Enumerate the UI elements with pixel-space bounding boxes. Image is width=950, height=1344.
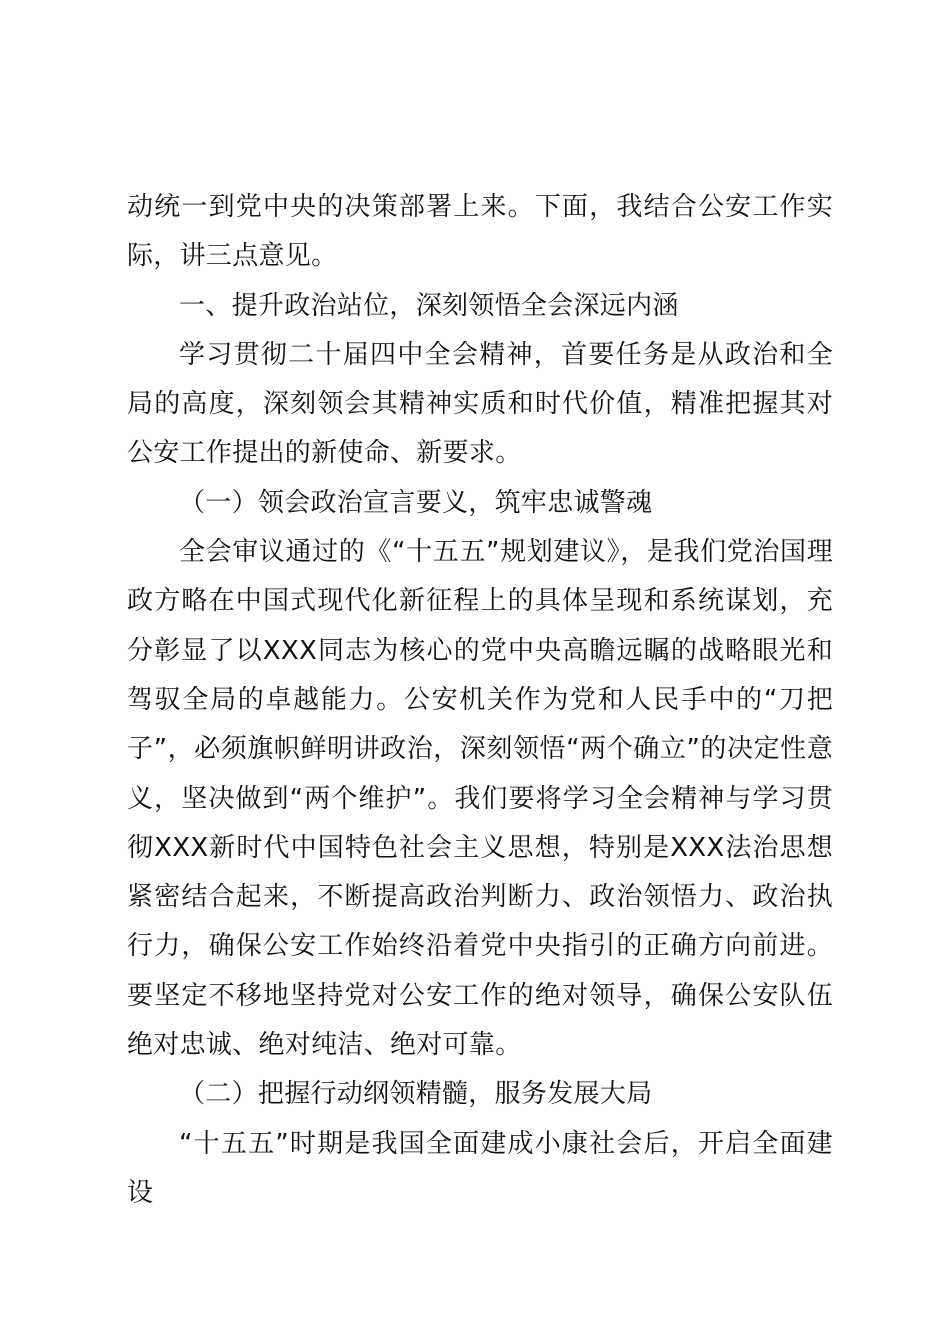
section-heading: 一、提升政治站位，深刻领悟全会深远内涵 (179, 290, 679, 321)
body-paragraph: 动统一到党中央的决策部署上来。下面，我结合公安工作实际，讲三点意见。 (127, 192, 833, 272)
body-paragraph: 全会审议通过的《“十五五”规划建议》，是我们党治国理政方略在中国式现代化新征程上的具体呈现和系统谋划，充分彰显了以XXX同志为核心的党中央高瞻远瞩的战略眼光和驾驭全局的卓越能力。公安机关作为党和人民手中的“刀把子”，必须旗帜鲜明讲政治，深刻领悟“两个确立”的决定性意义，坚决做到“两个维护”。我们要将学习全会精神与学习贯彻XXX新时代中国特色社会主义思想，特别是XXX法治思想紧密结合起来，不断提高政治判断力、政治领悟力、政治执行力，确保公安工作始终沿着党中央指引的正确方向前进。要坚定不移地坚持党对公安工作的绝对领导，确保公安队伍绝对忠诚、绝对纯洁、绝对可靠。 (127, 537, 833, 1061)
body-paragraph: 学习贯彻二十届四中全会精神，首要任务是从政治和全局的高度，深刻领会其精神实质和时代价值，精准把握其对公安工作提出的新使命、新要求。 (127, 339, 833, 469)
subsection-heading: （一）领会政治宣言要义，筑牢忠诚警魂 (179, 487, 653, 518)
body-paragraph: “十五五”时期是我国全面建成小康社会后，开启全面建设 (127, 1128, 833, 1208)
document-body (127, 183, 833, 1218)
subsection-heading: （二）把握行动纲领精髓，服务发展大局 (179, 1079, 653, 1110)
